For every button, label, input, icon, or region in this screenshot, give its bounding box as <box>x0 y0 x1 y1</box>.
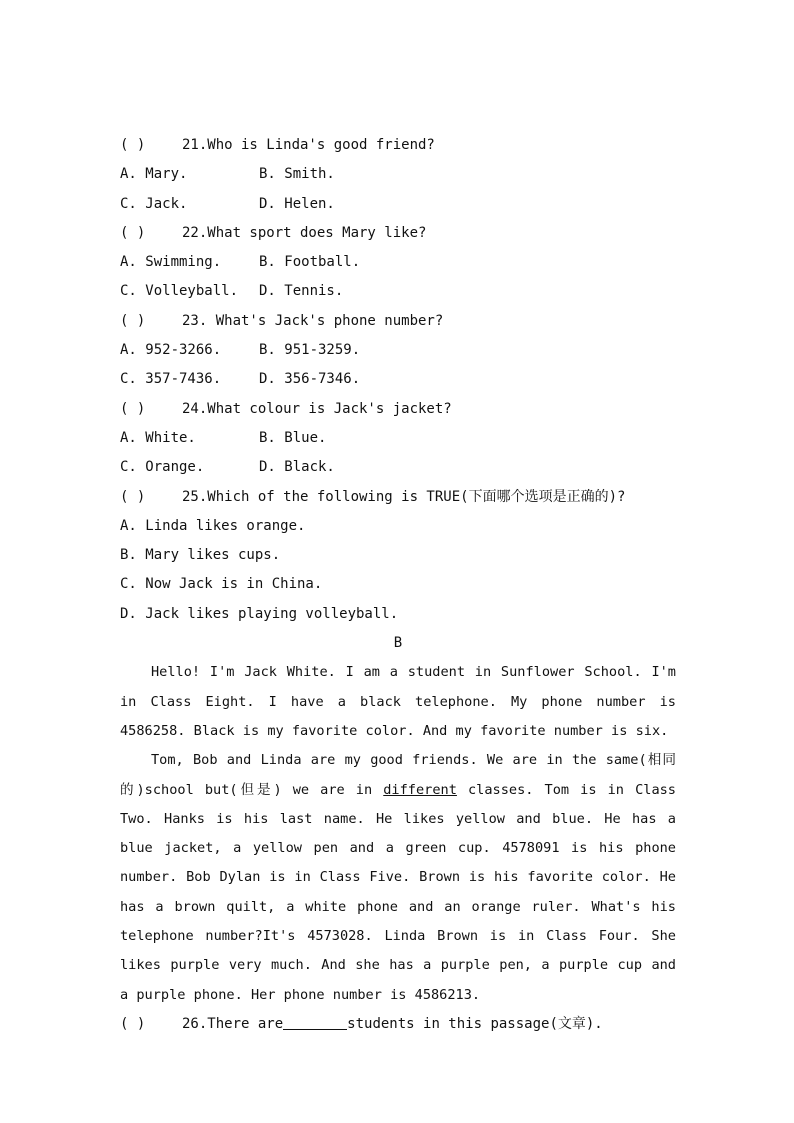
options-row <box>120 336 676 365</box>
option-c: C. 357-7436. <box>120 371 222 388</box>
question-text: 23. What's Jack's phone number? <box>182 312 444 329</box>
option-d: D. 356-7346. <box>259 371 361 388</box>
question-22 <box>120 219 676 248</box>
option-a: A. Mary. <box>120 166 188 183</box>
passage-paragraph-1: Hello! I'm Jack White. I am a student in Sunflower School. I'm in Class Eight. I have a black telephone. My phone number is 4586258. Black is my favorite color. And my favorite number is six. <box>120 664 676 739</box>
question-text: 25.Which of the following is TRUE(下面哪个选项是正确的)? <box>182 488 626 505</box>
answer-bracket[interactable]: ( ) <box>120 137 146 153</box>
option-b: B. Mary likes cups. <box>120 547 281 564</box>
option-c: C. Now Jack is in China. <box>120 576 323 593</box>
paragraph-text: classes. Tom is in Class Two. Hanks is his last name. He likes yellow and blue. He has a blue jacket, a yellow pen and a green cup. 4578091 is his phone number. Bob Dylan is in Class Five. Brown is his favorite color. He has a brown quilt, a white phone and an orange ruler. What's his telephone number?It's 4573028. Linda Brown is in Class Four. She likes purple very much. And she has a purple pen, a purple cup and a purple phone. Her phone number is 4586213. <box>120 781 676 1003</box>
options-row <box>120 277 676 306</box>
question-text: 21.Who is Linda's good friend? <box>182 137 435 153</box>
options-row <box>120 248 676 277</box>
option-a: A. Linda likes orange. <box>120 517 306 534</box>
question-text: 26.There are <box>182 1015 284 1032</box>
options-row <box>120 190 676 219</box>
options-row <box>120 160 676 189</box>
question-text: 22.What sport does Mary like? <box>182 224 427 241</box>
option-d: D. Black. <box>259 459 335 476</box>
option-d: D. Tennis. <box>259 283 344 300</box>
answer-bracket[interactable]: ( ) <box>120 488 146 505</box>
options-row <box>120 453 676 482</box>
option-b: B. Football. <box>259 254 361 271</box>
option-c: C. Orange. <box>120 459 205 476</box>
answer-bracket[interactable]: ( ) <box>120 224 146 241</box>
underlined-word: different <box>383 781 457 798</box>
question-24 <box>120 395 676 424</box>
question-21 <box>120 131 676 160</box>
option-a: A. White. <box>120 429 196 446</box>
option-b: B. 951-3259. <box>259 342 361 359</box>
option-a: A. Swimming. <box>120 254 222 271</box>
option-b: B. Blue. <box>259 429 327 446</box>
question-23 <box>120 307 676 336</box>
section-heading: B <box>393 635 403 652</box>
option-b: B. Smith. <box>259 166 335 183</box>
document-page <box>120 131 676 1039</box>
passage-paragraph-2 <box>120 746 676 1010</box>
question-text: 24.What colour is Jack's jacket? <box>182 400 452 417</box>
question-text: students in this passage(文章). <box>347 1015 603 1032</box>
option-d: D. Helen. <box>259 195 335 212</box>
answer-bracket[interactable]: ( ) <box>120 400 146 417</box>
question-26 <box>120 1010 676 1039</box>
question-25 <box>120 483 676 512</box>
paragraph-text: Tom, Bob and Linda are my good friends. We are in the same(相同的)school but(但是) we are in <box>120 752 676 798</box>
option-a: A. 952-3266. <box>120 342 222 359</box>
option-c: C. Volleyball. <box>120 283 239 300</box>
options-row <box>120 365 676 394</box>
option-c: C. Jack. <box>120 195 188 212</box>
answer-bracket[interactable]: ( ) <box>120 312 146 329</box>
fill-in-blank[interactable] <box>283 1013 347 1030</box>
answer-bracket[interactable]: ( ) <box>120 1015 146 1032</box>
option-d: D. Jack likes playing volleyball. <box>120 605 399 622</box>
options-row <box>120 424 676 453</box>
